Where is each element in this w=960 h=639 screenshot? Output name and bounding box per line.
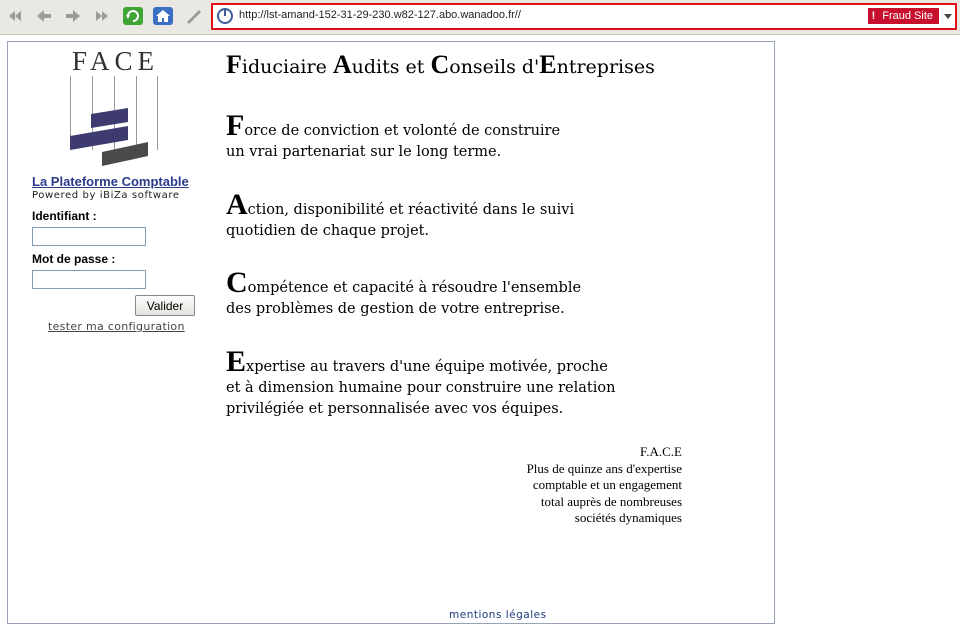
url-text[interactable]: http://lst-amand-152-31-29-230.w82-127.abo.wanadoo.fr// [239, 9, 521, 21]
browser-toolbar [0, 0, 960, 35]
signature-line: Plus de quinze ans d'expertise [526, 460, 682, 476]
title-word-4: ntreprises [556, 56, 655, 78]
forward-icon[interactable] [62, 6, 84, 26]
signature-block [527, 444, 682, 527]
back-icon[interactable] [33, 6, 55, 26]
title-word-1: iduciaire [241, 56, 333, 78]
refresh-icon[interactable] [122, 6, 144, 26]
logo-text: FACE [72, 46, 160, 76]
paragraph-line: et à dimension humaine pour construire une relation [226, 380, 616, 396]
signature-line: total auprès de nombreuses [540, 493, 682, 509]
valider-button[interactable]: Valider [135, 295, 195, 316]
paragraph-line: orce de conviction et volonté de construire [244, 123, 561, 139]
identifiant-input[interactable] [32, 227, 146, 246]
test-config-link[interactable]: tester ma configuration [48, 320, 185, 333]
legal-link[interactable]: mentions légales [449, 609, 547, 621]
fraud-site-badge[interactable] [868, 8, 939, 24]
paragraph-initial: E [226, 345, 247, 378]
first-icon[interactable] [3, 6, 25, 26]
signature-line: sociétés dynamiques [574, 510, 682, 525]
paragraph-expertise [226, 345, 616, 420]
paragraph-competence [226, 266, 582, 320]
title-initial-a: A [332, 50, 352, 79]
paragraph-initial: A [226, 188, 248, 221]
platform-link[interactable]: La Plateforme Comptable [32, 174, 189, 189]
fraud-site-label: Fraud Site [882, 10, 933, 22]
paragraph-initial: F [226, 109, 245, 142]
site-info-icon[interactable] [217, 8, 233, 24]
paragraph-line: xpertise au travers d'une équipe motivée, proche [246, 359, 608, 375]
page-title [226, 50, 655, 80]
password-input[interactable] [32, 270, 146, 289]
paragraph-line: ction, disponibilité et réactivité dans le suivi [247, 202, 575, 218]
chevron-down-icon[interactable] [944, 14, 952, 19]
signature-name: F.A.C.E [640, 444, 682, 459]
signature-line: comptable et un engagement [532, 477, 682, 492]
address-bar[interactable] [211, 3, 957, 30]
title-initial-e: E [539, 50, 557, 79]
home-icon[interactable] [152, 6, 174, 26]
powered-by-text: Powered by iBiZa software [32, 190, 180, 201]
paragraph-line: privilégiée et personnalisée avec vos équipes. [226, 401, 564, 417]
paragraph-action [226, 188, 575, 242]
last-icon[interactable] [92, 6, 114, 26]
title-initial-f: F [226, 50, 242, 79]
paragraph-initial: C [226, 266, 248, 299]
paragraph-line: quotidien de chaque projet. [226, 223, 430, 239]
warning-icon: ! [871, 10, 876, 22]
paragraph-force [226, 109, 561, 163]
paragraph-line: ompétence et capacité à résoudre l'ensemble [247, 280, 582, 296]
paragraph-line: des problèmes de gestion de votre entreprise. [226, 301, 565, 317]
title-word-3: onseils d' [449, 56, 540, 78]
edit-icon[interactable] [183, 6, 205, 26]
password-label: Mot de passe : [32, 252, 116, 266]
title-word-2: udits et [351, 56, 431, 78]
paragraph-line: un vrai partenariat sur le long terme. [226, 144, 502, 160]
identifiant-label: Identifiant : [32, 209, 97, 223]
logo-stripes [66, 106, 162, 170]
title-initial-c: C [430, 50, 450, 79]
